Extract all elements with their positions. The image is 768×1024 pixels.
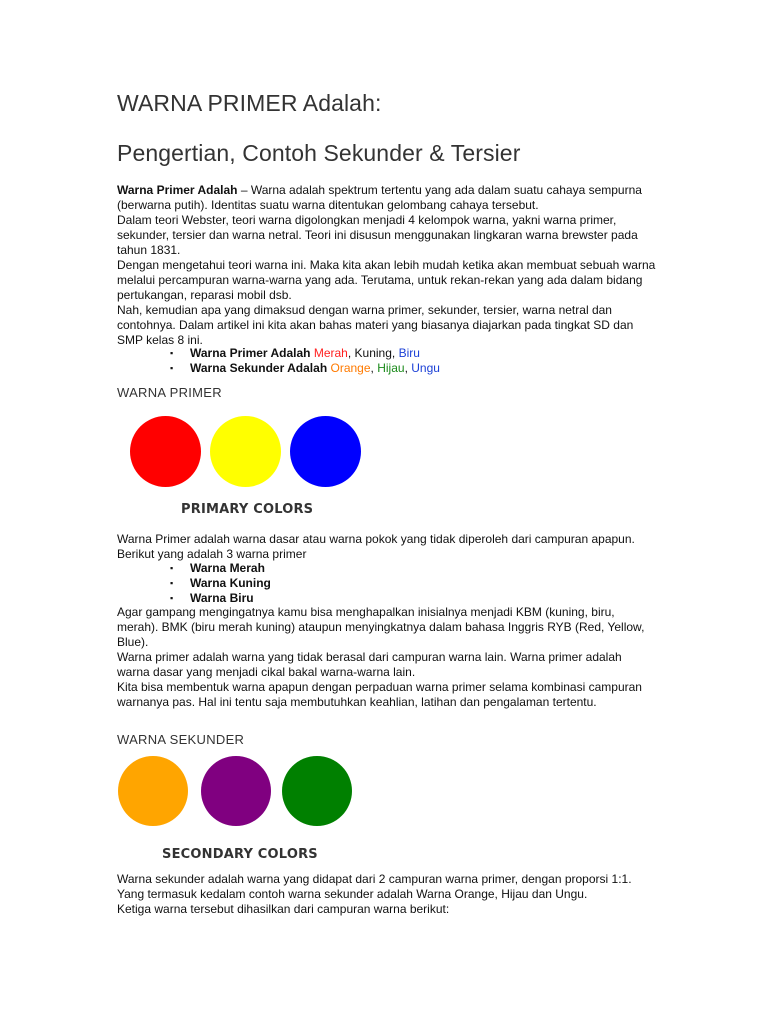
list-item [170, 346, 440, 361]
primer-paragraph-1: Warna Primer adalah warna dasar atau warna pokok yang tidak diperoleh dari campuran apapun. Berikut yang adalah 3 warna primer [117, 532, 635, 561]
color-orange-text: Orange [330, 361, 371, 375]
page-subtitle: Pengertian, Contoh Sekunder & Tersier [117, 140, 521, 166]
bullet-icon: ▪ [170, 363, 174, 373]
bullet-icon: ▪ [170, 578, 174, 588]
color-green-text: Hijau [377, 361, 405, 375]
summary-list [170, 346, 440, 376]
yellow-circle [210, 416, 281, 487]
sekunder-paragraph-1: Warna sekunder adalah warna yang didapat dari 2 campuran warna primer, dengan proporsi 1:1. [117, 872, 632, 886]
list-item: ▪ Warna Merah [170, 561, 265, 575]
section-heading-primer: WARNA PRIMER [117, 385, 222, 400]
primary-colors-label: PRIMARY COLORS [181, 502, 314, 517]
bullet-icon: ▪ [170, 593, 174, 603]
bullet-icon: ▪ [170, 348, 174, 358]
page-title: WARNA PRIMER Adalah: [117, 90, 382, 116]
color-red-text: Merah [313, 346, 348, 360]
color-blue-text: Biru [398, 346, 420, 360]
list-item: ▪ Warna Biru [170, 591, 254, 605]
sekunder-paragraph-3: Ketiga warna tersebut dihasilkan dari campuran warna berikut: [117, 902, 450, 916]
color-yellow-text: Kuning [354, 346, 392, 360]
separator: , [391, 346, 399, 360]
intro-paragraph [117, 183, 657, 213]
blue-circle [290, 416, 361, 487]
primary-colors-image [118, 410, 368, 525]
primer-paragraph-4: Kita bisa membentuk warna apapun dengan perpaduan warna primer selama kombinasi campuran warnanya pas. Hal ini tentu saja membutuhkan keahlian, latihan dan pengalaman tertentu. [117, 680, 642, 709]
separator: , [370, 361, 378, 375]
intro-paragraph-3: Dengan mengetahui teori warna ini. Maka kita akan lebih mudah ketika akan membuat sebuah warna melalui percampuran warna-warna yang ada. Terutama, untuk rekan-rekan yang ada dalam bidang pertukangan, reparasi mobil dsb. [117, 258, 656, 302]
orange-circle [118, 756, 188, 826]
section-heading-sekunder: WARNA SEKUNDER [117, 732, 245, 747]
bullet-icon: ▪ [170, 563, 174, 573]
bullet-label: Warna Primer Adalah [190, 346, 311, 360]
green-circle [282, 756, 352, 826]
separator: , [347, 346, 355, 360]
secondary-colors-image [118, 756, 368, 866]
list-item [170, 361, 440, 376]
list-item: ▪ Warna Kuning [170, 576, 271, 590]
purple-circle [201, 756, 271, 826]
intro-paragraph-2: Dalam teori Webster, teori warna digolongkan menjadi 4 kelompok warna, yakni warna primer, sekunder, tersier dan warna netral. Teori ini disusun menggunakan lingkaran warna brewster pada tahun 1831. [117, 213, 638, 257]
color-purple-text: Ungu [411, 361, 440, 375]
primer-paragraph-3: Warna primer adalah warna yang tidak berasal dari campuran warna lain. Warna primer adalah warna dasar yang menjadi cikal bakal warna-warna lain. [117, 650, 622, 679]
secondary-colors-label: SECONDARY COLORS [162, 847, 318, 862]
sekunder-paragraph-2: Yang termasuk kedalam contoh warna sekunder adalah Warna Orange, Hijau dan Ungu. [117, 887, 588, 901]
separator: , [404, 361, 412, 375]
intro-bold-lead: Warna Primer Adalah [117, 183, 238, 197]
intro-paragraph-4: Nah, kemudian apa yang dimaksud dengan warna primer, sekunder, tersier, warna netral dan contohnya. Dalam artikel ini kita akan bahas materi yang biasanya diajarkan pada tingkat SD dan SMP kelas 8 ini. [117, 303, 634, 347]
intro-lead-text: – Warna adalah spektrum tertentu yang ada dalam suatu cahaya sempurna (berwarna putih). Identitas suatu warna ditentukan gelombang cahaya tersebut. [117, 183, 642, 212]
primer-paragraph-2: Agar gampang mengingatnya kamu bisa menghapalkan inisialnya menjadi KBM (kuning, biru, merah). BMK (biru merah kuning) ataupun menyingkatnya dalam bahasa Inggris RYB (Red, Yellow, Blue). [117, 605, 645, 649]
primer-list [170, 561, 271, 606]
red-circle [130, 416, 201, 487]
bullet-label: Warna Sekunder Adalah [190, 361, 328, 375]
